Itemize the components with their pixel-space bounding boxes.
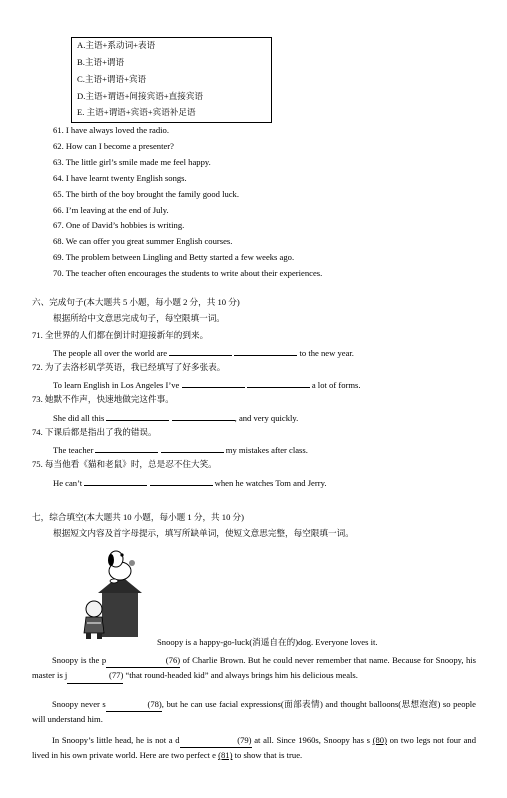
paragraph-2 — [32, 697, 476, 727]
item-72-pre: To learn English in Los Angeles I’ve — [53, 380, 180, 390]
p3-c: on two legs not four and lived in his own private world. Here are two perfect e — [32, 735, 476, 761]
item-71-cn: 71. 全世界的人们都在倒计时迎接新年的到来。 — [32, 330, 209, 340]
p1-a: Snoopy is the p — [52, 655, 107, 665]
p2-b: , but he can use facial expressions(面部表情) and thought balloons(思想泡泡) so people will understand him. — [32, 699, 476, 725]
options-box — [71, 37, 272, 123]
section7-heading: 七，综合填空(本大题共 10 小题，每小题 1 分，共 10 分) — [32, 512, 244, 522]
paragraph-1 — [32, 653, 476, 684]
p1-c: “that round-headed kid” and always brings him his delicious meals. — [123, 670, 358, 681]
item-74-pre: The teacher — [53, 445, 94, 455]
sentence-70: 70. The teacher often encourages the students to write about their experiences. — [53, 268, 323, 278]
item-75-pre: He can’t — [53, 478, 83, 488]
item-72-post: a lot of forms. — [311, 380, 361, 390]
sentence-65: 65. The birth of the boy brought the family good luck. — [53, 189, 240, 199]
sentence-62: 62. How can I become a presenter? — [53, 141, 174, 151]
item-73-cn: 73. 她默不作声，快速地做完这件事。 — [32, 394, 174, 404]
snoopy-doghouse-image — [80, 545, 156, 641]
blank-76[interactable]: (76) — [106, 653, 180, 668]
item-75-post: when he watches Tom and Jerry. — [214, 478, 327, 488]
p3-b: at all. Since 1960s, Snoopy has s — [251, 735, 373, 745]
paragraph-3 — [32, 733, 476, 763]
sentence-63: 63. The little girl’s smile made me feel happy. — [53, 157, 211, 167]
p3-a: In Snoopy’s little head, he is not a d — [52, 735, 180, 745]
blank-78[interactable]: (78) — [106, 697, 162, 712]
item-72-cn: 72. 为了去洛杉矶学英语，我已经填写了好多张表。 — [32, 362, 226, 372]
option-b: B.主语+谓语 — [77, 57, 125, 67]
sentence-64: 64. I have learnt twenty English songs. — [53, 173, 187, 183]
sentence-67: 67. One of David’s hobbies is writing. — [53, 220, 185, 230]
sentence-61: 61. I have always loved the radio. — [53, 125, 169, 135]
blank-75b[interactable] — [150, 476, 213, 486]
snoopy-caption: Snoopy is a happy-go-luck(消遥自在的)dog. Everyone loves it. — [157, 637, 378, 647]
item-73-pre: She did all this — [53, 413, 105, 423]
item-74-en — [53, 443, 308, 456]
sentence-68: 68. We can offer you great summer English courses. — [53, 236, 233, 246]
blank-74b[interactable] — [161, 443, 224, 453]
option-e: E. 主语+谓语+宾语+宾语补足语 — [77, 107, 196, 117]
blank-74a[interactable] — [95, 443, 158, 453]
section7-instruction: 根据短文内容及首字母提示，填写所缺单词，使短文意思完整，每空限填一词。 — [53, 528, 354, 538]
option-a: A.主语+系动词+表语 — [77, 40, 156, 50]
item-74-cn: 74. 下课后都是指出了我的错误。 — [32, 427, 157, 437]
p2-a: Snoopy never s — [52, 699, 106, 709]
section6-instruction: 根据所给中文意思完成句子，每空限填一词。 — [53, 313, 225, 323]
item-72-en — [53, 378, 361, 391]
blank-79[interactable]: (79) — [180, 733, 252, 748]
blank-71a[interactable] — [169, 346, 232, 356]
blank-81[interactable]: (81) — [218, 750, 233, 761]
item-71-post: to the new year. — [299, 348, 354, 358]
item-75-cn: 75. 每当他看《猫和老鼠》时，总是忍不住大笑。 — [32, 459, 217, 469]
blank-72a[interactable] — [182, 378, 245, 388]
blank-73a[interactable] — [106, 411, 169, 421]
item-71-en — [53, 346, 354, 359]
item-74-post: my mistakes after class. — [225, 445, 308, 455]
blank-75a[interactable] — [84, 476, 147, 486]
blank-80[interactable]: (80) — [372, 735, 387, 745]
blank-71b[interactable] — [234, 346, 297, 356]
blank-73b[interactable] — [172, 411, 235, 421]
item-75-en — [53, 476, 326, 489]
blank-77[interactable]: (77) — [67, 668, 123, 683]
p1-b: of Charlie Brown. But he could never remember that name. Because for Snoopy, his master is j — [32, 655, 476, 681]
blank-72b[interactable] — [247, 378, 310, 388]
sentence-66: 66. I’m leaving at the end of July. — [53, 205, 169, 215]
item-71-pre: The people all over the world are — [53, 348, 168, 358]
option-c: C.主语+谓语+宾语 — [77, 74, 147, 84]
section6-heading: 六、完成句子(本大题共 5 小题，每小题 2 分，共 10 分) — [32, 297, 240, 307]
option-d: D.主语+谓语+间接宾语+直接宾语 — [77, 91, 204, 101]
item-73-post: , and very quickly. — [234, 413, 299, 423]
p3-d: to show that is true. — [232, 750, 303, 761]
sentence-69: 69. The problem between Lingling and Betty started a few weeks ago. — [53, 252, 295, 262]
item-73-en — [53, 411, 298, 424]
